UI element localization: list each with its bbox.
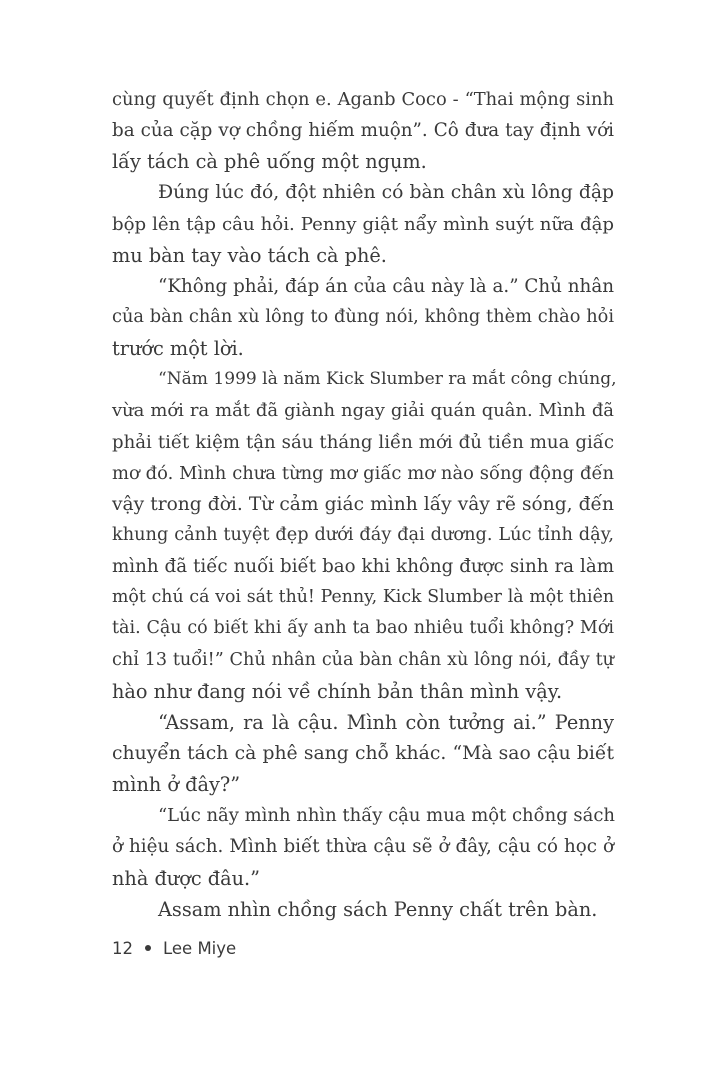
text-line: bộp lên tập câu hỏi. Penny giật nẩy mình suýt nữa đập: [112, 213, 614, 235]
text-line: mơ đó. Mình chưa từng mơ giấc mơ nào sống động đến: [112, 462, 614, 484]
text-line: nhà được đâu.”: [112, 866, 260, 890]
paragraph: [112, 707, 614, 800]
paragraph: [112, 177, 614, 270]
paragraph: [112, 84, 614, 177]
text-line: tài. Cậu có biết khi ấy anh ta bao nhiêu tuổi không? Mới: [112, 618, 614, 639]
paragraph: [112, 800, 614, 893]
text-line: Đúng lúc đó, đột nhiên có bàn chân xù lông đập: [158, 182, 614, 204]
bullet-icon: [145, 945, 151, 951]
text-line: chuyển tách cà phê sang chỗ khác. “Mà sao cậu biết: [112, 742, 614, 764]
text-line: chỉ 13 tuổi!” Chủ nhân của bàn chân xù lông nói, đầy tự: [112, 649, 614, 670]
text-line: vậy trong đời. Từ cảm giác mình lấy vây rẽ sóng, đến: [112, 493, 614, 515]
text-line: lấy tách cà phê uống một ngụm.: [112, 150, 427, 174]
text-line: ba của cặp vợ chồng hiếm muộn”. Cô đưa tay định với: [112, 120, 614, 142]
text-line: ở hiệu sách. Mình biết thừa cậu sẽ ở đây, cậu có học ở: [112, 836, 614, 858]
body-text: [112, 84, 617, 925]
text-line: khung cảnh tuyệt đẹp dưới đáy đại dương. Lúc tỉnh dậy,: [112, 524, 614, 545]
paragraph: [112, 364, 617, 707]
text-line: “Lúc nãy mình nhìn thấy cậu mua một chồng sách: [158, 805, 615, 827]
text-line: trước một lời.: [112, 337, 244, 361]
text-line: mu bàn tay vào tách cà phê.: [112, 243, 387, 267]
text-line: vừa mới ra mắt đã giành ngay giải quán quân. Mình đã: [112, 400, 614, 422]
text-line: của bàn chân xù lông to đùng nói, không thèm chào hỏi: [112, 306, 614, 327]
text-line: một chú cá voi sát thủ! Penny, Kick Slumber là một thiên: [112, 587, 614, 608]
paragraph: [112, 894, 614, 925]
page-number: 12: [112, 939, 133, 958]
text-line: “Không phải, đáp án của câu này là a.” Chủ nhân: [158, 275, 614, 297]
text-line: cùng quyết định chọn e. Aganb Coco - “Thai mộng sinh: [112, 89, 614, 110]
text-line: phải tiết kiệm tận sáu tháng liền mới đủ tiền mua giấc: [112, 431, 614, 453]
text-line: mình đã tiếc nuối biết bao khi không được sinh ra làm: [112, 556, 614, 578]
author-name: Lee Miye: [163, 939, 237, 958]
text-line: “Năm 1999 là năm Kick Slumber ra mắt công chúng,: [158, 369, 617, 390]
text-line: hào như đang nói về chính bản thân mình vậy.: [112, 679, 563, 703]
page-footer: [112, 936, 236, 962]
paragraph: [112, 271, 614, 364]
text-line: Assam nhìn chồng sách Penny chất trên bàn.: [158, 897, 598, 921]
text-line: mình ở đây?”: [112, 773, 241, 797]
text-line: “Assam, ra là cậu. Mình còn tưởng ai.” Penny: [158, 710, 614, 734]
